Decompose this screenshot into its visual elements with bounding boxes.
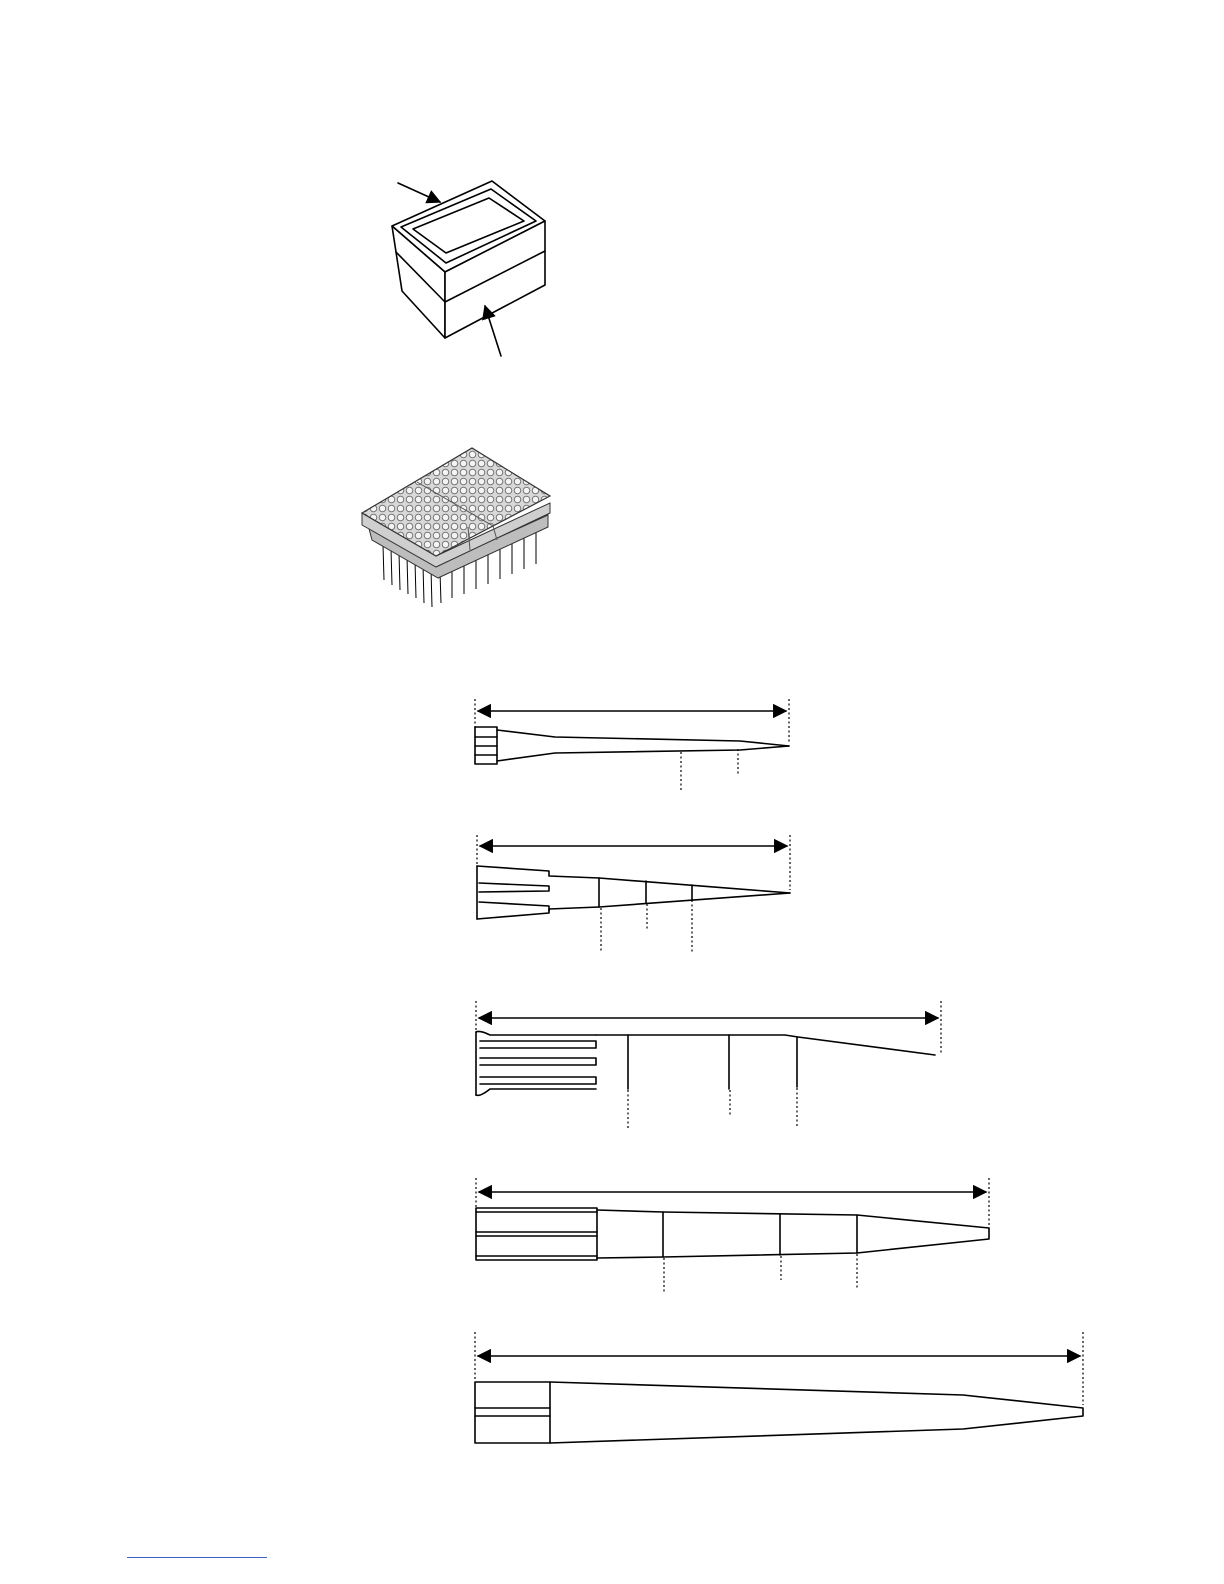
pipette-tip-3-figure <box>476 1001 941 1128</box>
pipette-tip-2-figure <box>477 835 790 952</box>
pipette-tip-4-figure <box>476 1178 989 1294</box>
lid-pointer-arrow <box>398 183 440 202</box>
base-pointer-arrow <box>485 306 501 356</box>
tip-rack-box-figure <box>392 181 545 356</box>
pipette-tip-1-figure <box>475 699 789 790</box>
pipette-tip-5-figure <box>475 1332 1083 1443</box>
tip-rack-insert-figure <box>362 448 550 607</box>
footnote-separator-rule <box>127 1557 267 1558</box>
